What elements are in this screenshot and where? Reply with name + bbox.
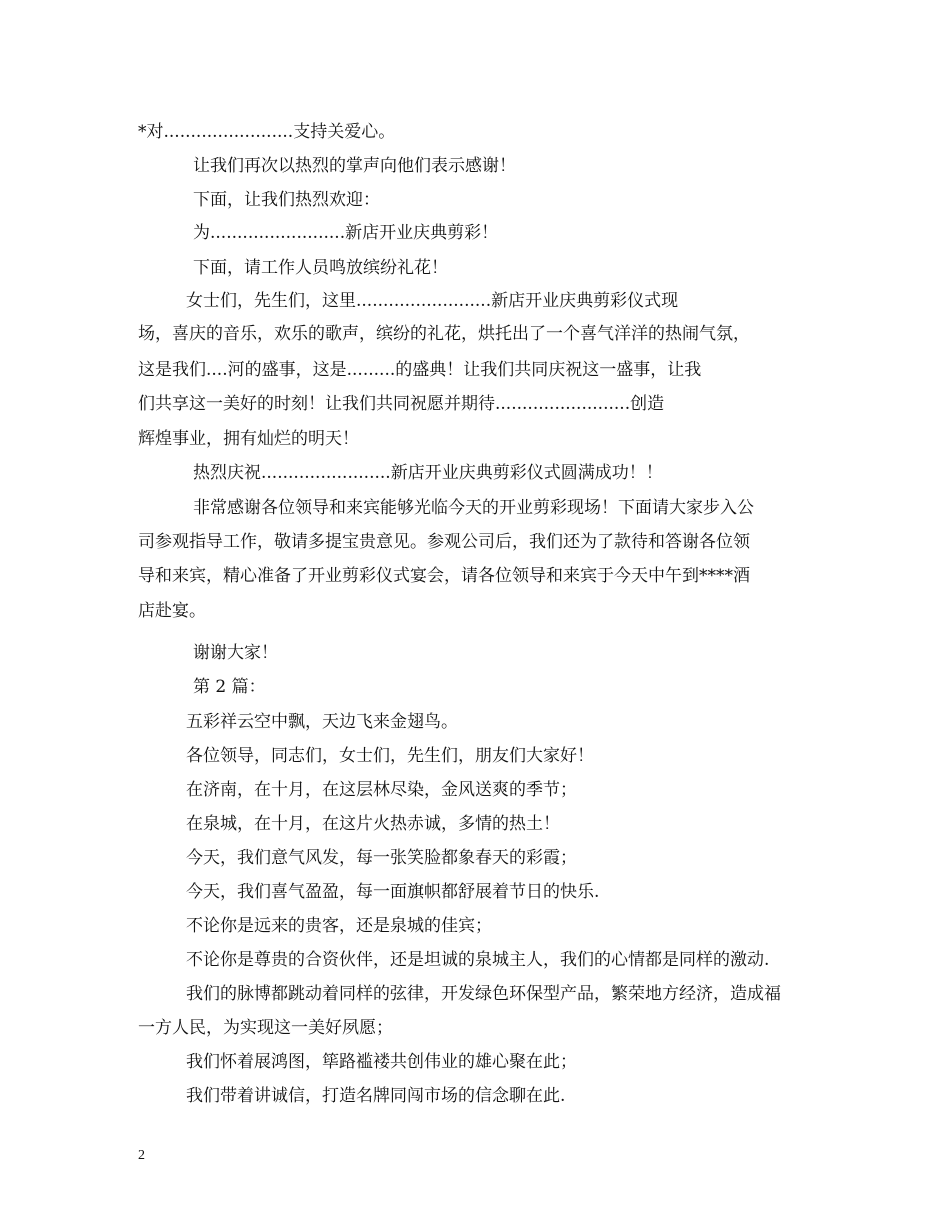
text-line: 让我们再次以热烈的掌声向他们表示感谢！ — [193, 156, 516, 176]
paragraph-line: 一方人民，为实现这一美好夙愿； — [138, 1018, 393, 1038]
paragraph-line: 司参观指导工作，敬请多提宝贵意见。参观公司后，我们还为了款待和答谢各位领 — [138, 532, 750, 552]
text-line: 热烈庆祝........................新店开业庆典剪彩仪式圆满成功！！ — [193, 463, 663, 483]
paragraph-line: 店赴宴。 — [138, 601, 206, 621]
page-number: 2 — [138, 1148, 145, 1163]
paragraph-line: 非常感谢各位领导和来宾能够光临今天的开业剪彩现场！下面请大家步入公 — [193, 498, 754, 518]
paragraph-line: 女士们，先生们，这里.........................新店开业庆典剪彩仪式现 — [186, 291, 679, 311]
text-line: 今天，我们意气风发，每一张笑脸都象春天的彩霞； — [186, 848, 577, 868]
text-line: 下面，请工作人员鸣放缤纷礼花！ — [193, 258, 448, 278]
text-line: 不论你是尊贵的合资伙伴，还是坦诚的泉城主人，我们的心情都是同样的激动. — [186, 950, 770, 970]
text-line: 下面，让我们热烈欢迎： — [193, 190, 380, 210]
text-line: 谢谢大家！ — [193, 643, 278, 663]
text-line: 各位领导，同志们，女士们，先生们，朋友们大家好！ — [186, 746, 594, 766]
text-line: 不论你是远来的贵客，还是泉城的佳宾； — [186, 916, 492, 936]
paragraph-line: 场，喜庆的音乐，欢乐的歌声，缤纷的礼花，烘托出了一个喜气洋洋的热闹气氛， — [138, 324, 750, 344]
paragraph-line: 们共享这一美好的时刻！让我们共同祝愿并期待.........................创造 — [138, 394, 665, 414]
paragraph-line: 这是我们....河的盛事，这是.........的盛典！让我们共同庆祝这一盛事，让我 — [138, 360, 702, 380]
text-line: 今天，我们喜气盈盈，每一面旗帜都舒展着节日的快乐. — [186, 882, 600, 902]
text-line: 五彩祥云空中飘，天边飞来金翅鸟。 — [186, 712, 458, 732]
section-heading: 第 2 篇： — [193, 677, 266, 697]
text-line: 在济南，在十月，在这层林尽染，金风送爽的季节； — [186, 780, 577, 800]
text-line: 我们怀着展鸿图，筚路褴褛共创伟业的雄心聚在此； — [186, 1052, 577, 1072]
paragraph-line: 我们的脉博都跳动着同样的弦律，开发绿色环保型产品，繁荣地方经济，造成福 — [186, 984, 781, 1004]
text-line: 我们带着讲诚信，打造名牌同闯市场的信念聊在此. — [186, 1086, 566, 1106]
text-line: *对........................支持关爱心。 — [138, 122, 396, 142]
paragraph-line: 辉煌事业，拥有灿烂的明天！ — [138, 429, 359, 449]
text-line: 在泉城，在十月，在这片火热赤诚，多情的热土！ — [186, 814, 560, 834]
paragraph-line: 导和来宾，精心准备了开业剪彩仪式宴会，请各位领导和来宾于今天中午到****酒 — [138, 566, 750, 586]
text-line: 为.........................新店开业庆典剪彩！ — [193, 223, 499, 243]
